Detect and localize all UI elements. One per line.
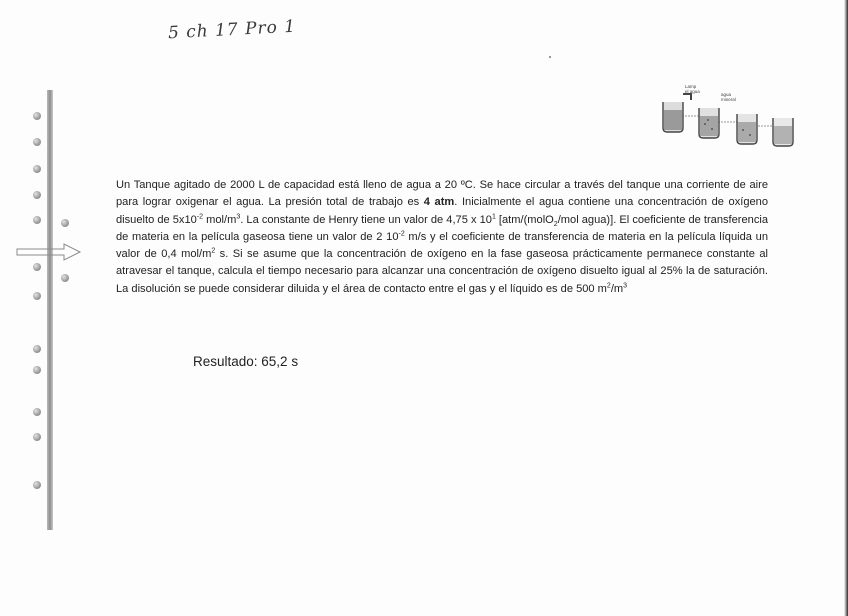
problem-text: . La constante de Henry tiene un valor de 4,75 x 10 <box>240 213 492 226</box>
figure-label: agua <box>721 92 732 97</box>
problem-text: /m <box>610 282 624 295</box>
tank-series-illustration <box>655 80 825 148</box>
binder-hole <box>61 219 69 227</box>
binder-hole <box>33 481 41 489</box>
problem-text: . Inicialmente el agua contiene una concentración de oxígeno disuelto de 5x10 <box>116 196 769 226</box>
scan-edge-shadow <box>844 0 848 616</box>
problem-text: [atm/(molO <box>495 213 554 226</box>
exponent: 3 <box>236 212 241 220</box>
binder-hole <box>33 191 41 199</box>
problem-text: /mol agua)]. El coeficiente de transferencia de materia en la película gaseosa tiene un valor de 2 10 <box>116 213 769 243</box>
binder-strip <box>47 90 53 530</box>
subscript: 2 <box>553 220 558 228</box>
exponent: 2 <box>211 247 216 255</box>
exponent: 3 <box>623 282 628 290</box>
binder-hole <box>33 263 41 271</box>
figure-label: mineral <box>721 97 736 102</box>
binder-hole <box>33 165 41 173</box>
exponent: 1 <box>491 212 496 220</box>
binder-hole <box>33 433 41 441</box>
arrow-icon <box>16 243 82 261</box>
handwritten-note: 5 ch 17 Pro 1 <box>167 16 297 44</box>
exponent: -2 <box>196 212 204 220</box>
problem-text: Un Tanque agitado de 2000 L de capacidad está lleno de agua a 20 ºC. Se hace circular a través del tanque una corriente de aire para lograr oxigenar el agua. La presión total de trabajo es <box>116 179 768 209</box>
binder-hole <box>33 366 41 374</box>
result-line: Resultado: 65,2 s <box>193 354 299 369</box>
binder-hole <box>33 112 41 120</box>
figure-label: Lamp <box>685 84 697 89</box>
problem-text: s. Si se asume que la concentración de oxígeno en la fase gaseosa prácticamente permanece constante al atravesar el tanque, calcula el tiempo necesario para alcanzar una concentración de oxígeno disuelto igual al 25% la de saturación. La disolución se puede considerar diluida y el área de contacto entre el gas y el líquido es de 500 m <box>116 248 768 295</box>
binder-hole <box>33 292 41 300</box>
problem-statement <box>116 177 768 298</box>
scan-speck <box>549 56 551 58</box>
binder-hole <box>61 274 69 282</box>
figure-label: el agua <box>685 89 700 94</box>
pressure-value: 4 atm <box>423 196 455 209</box>
exponent: -2 <box>398 230 405 238</box>
exponent: 2 <box>606 282 611 290</box>
binder-hole <box>33 408 41 416</box>
problem-text: m/s y el coeficiente de transferencia de materia en la película líquida un valor de 0,4 mol/m <box>116 230 768 261</box>
binder-hole <box>33 345 41 353</box>
binder-hole <box>33 216 41 224</box>
problem-text: mol/m <box>203 213 237 226</box>
binder-hole <box>33 138 41 146</box>
